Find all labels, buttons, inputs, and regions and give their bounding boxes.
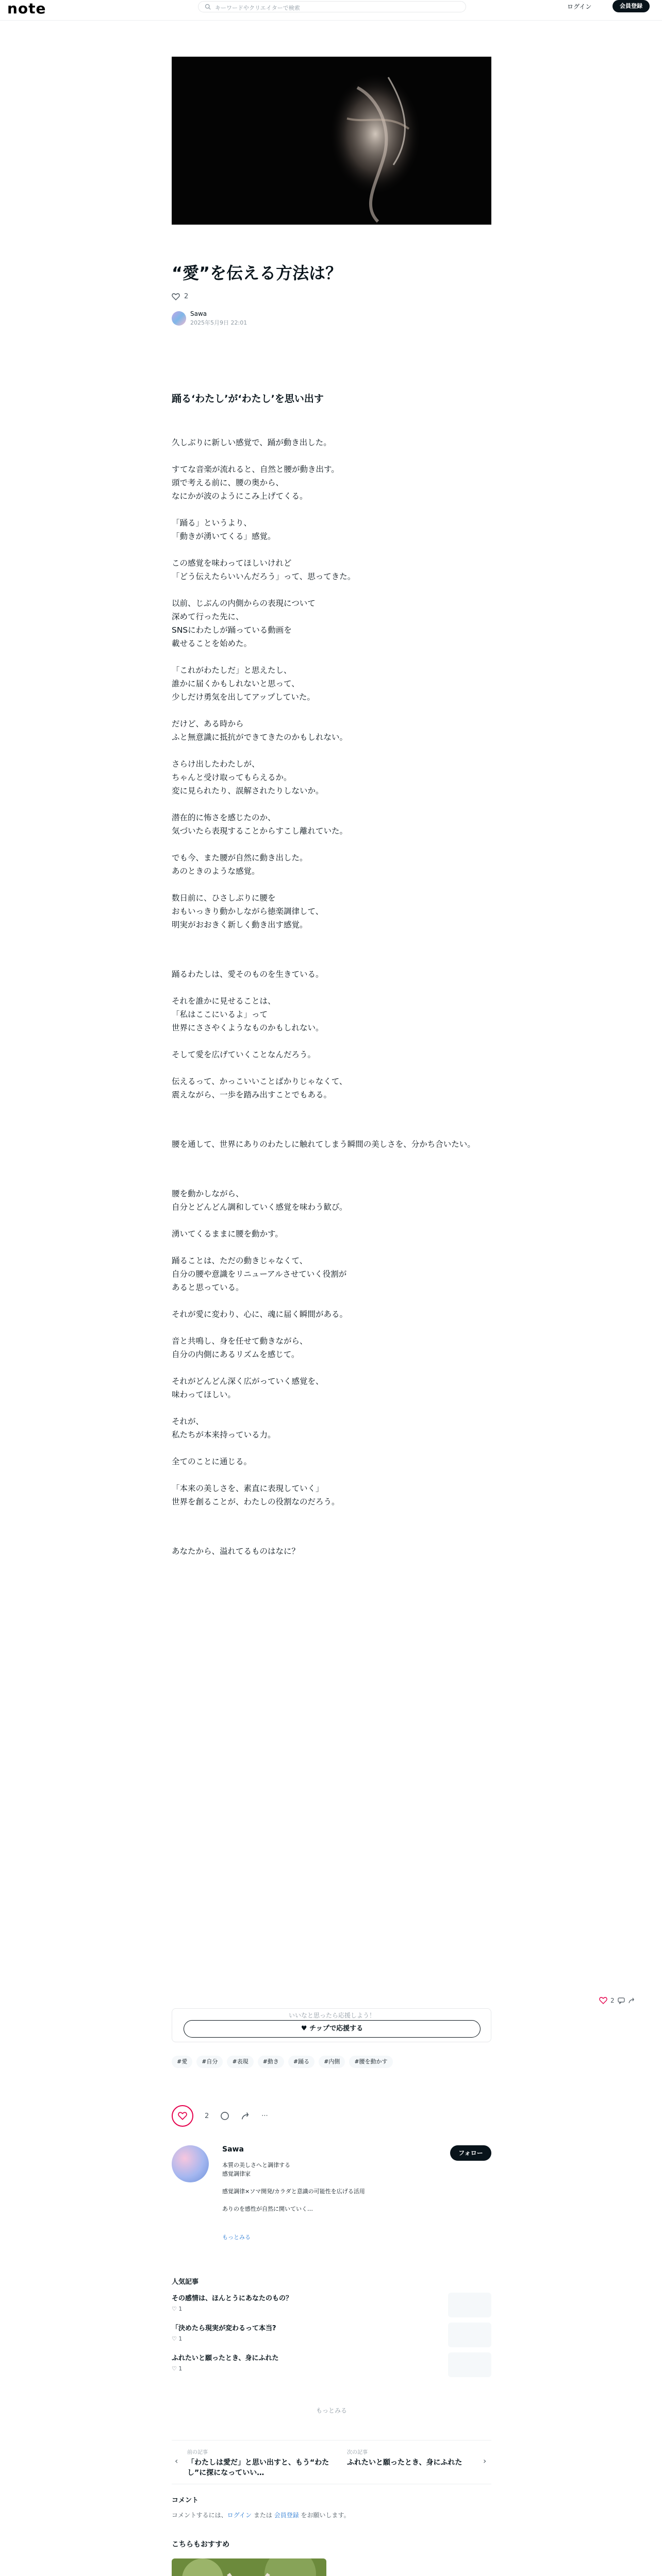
like-button[interactable]	[172, 2105, 193, 2127]
tag-chip[interactable]: #自分	[196, 2056, 223, 2068]
popular-item-title[interactable]: その感情は、ほんとうにあなたのもの？	[172, 2295, 293, 2302]
next-article-link[interactable]	[347, 2448, 491, 2468]
article-paragraph: そして愛を広げていくことなんだろう。	[172, 1050, 316, 1059]
article-paragraph: 潜在的に怖さを感じたのか、 気づいたら表現することからすこし離れていた。	[172, 813, 348, 836]
comments-login-link[interactable]: ログイン	[227, 2512, 252, 2519]
comments-text-mid: または	[252, 2512, 274, 2519]
tip-label: チップで応援する	[309, 2025, 363, 2032]
heart-icon	[172, 293, 180, 300]
popular-title: 人気記事	[172, 2278, 199, 2286]
author-byline[interactable]	[172, 310, 247, 327]
tip-icon: ♥	[301, 2025, 310, 2032]
recommend-thumbnail[interactable]	[172, 2558, 326, 2576]
like-count: 2	[205, 2112, 209, 2120]
share-icon[interactable]	[628, 1997, 635, 2004]
popular-item[interactable]	[172, 2323, 491, 2352]
popular-item-thumbnail[interactable]	[448, 2323, 491, 2347]
comments-section	[172, 2495, 491, 2519]
article-paragraph: 「本来の美しさを、素直に表現していく」 世界を創ることが、わたしの役割なのだろう。	[172, 1484, 340, 1506]
hero-image	[172, 57, 491, 225]
next-title: ふれたいと願ったとき、身にふれた	[347, 2459, 462, 2467]
search-icon	[205, 4, 211, 10]
article-like-summary[interactable]	[172, 293, 188, 300]
prev-title: 「わたしは愛だ」と思い出すと、もう“わたし”に探になっていい…	[187, 2459, 329, 2477]
note-logo[interactable]: note	[7, 0, 46, 17]
comment-icon[interactable]	[220, 2111, 229, 2121]
search-input[interactable]	[198, 1, 466, 12]
share-icon[interactable]	[241, 2111, 250, 2121]
search-placeholder: キーワードやクリエイターで検索	[215, 5, 300, 11]
chevron-left-icon[interactable]: ‹	[175, 2456, 178, 2466]
comment-icon[interactable]	[618, 1997, 625, 2004]
recommend-card[interactable]	[337, 2558, 491, 2576]
tag-list	[172, 2056, 393, 2068]
author-name[interactable]: Sawa	[190, 310, 207, 317]
support-lead: いいなと思ったら応援しよう！	[288, 2012, 375, 2019]
site-header	[0, 0, 662, 21]
heart-icon	[599, 1997, 607, 2004]
recommend-card[interactable]	[172, 2558, 326, 2576]
heart-icon	[178, 2112, 187, 2120]
recommend-title: こちらもおすすめ	[172, 2540, 230, 2549]
prev-label: 前の記事	[187, 2450, 208, 2455]
popular-item[interactable]	[172, 2293, 491, 2323]
popular-item-title[interactable]: ふれたいと願ったとき、身にふれた	[172, 2354, 279, 2362]
article-paragraph: 湧いてくるままに腰を動かす。	[172, 1229, 283, 1239]
heart-icon[interactable]: ♡	[172, 2365, 179, 2372]
article-paragraph: 「踊る」というより、 「動きが湧いてくる」感覚。	[172, 518, 276, 541]
article-paragraph: この感覚を味わってほしいけれど 「どう伝えたらいいんだろう」って、思ってきた。	[172, 558, 356, 581]
article-paragraph: 数日前に、ひさしぶりに腰を おもいっきり動かしながら徳楽調律して、 明実がおおきく新しく動き出す感覚。	[172, 893, 324, 929]
popular-item-title[interactable]: 「決めたら現実が変わるって本当?	[172, 2325, 276, 2332]
author-avatar[interactable]	[172, 311, 186, 326]
article-paragraph: 全てのことに通じる。	[172, 1457, 252, 1466]
article-paragraph: 以前、じぶんの内側からの表現について 深めて行った先に、 SNSにわたしが踊っている動画を 載せることを始めた。	[172, 599, 316, 648]
popular-list	[172, 2293, 491, 2382]
comments-title: コメント	[172, 2497, 199, 2504]
popular-like-count: 1	[178, 2365, 183, 2372]
more-menu-icon[interactable]: ···	[261, 2112, 268, 2120]
article-paragraph: 踊ることは、ただの動きじゃなくて、 自分の腰や意識をリニューアルさせていく役割が あると思っている。	[172, 1256, 347, 1292]
article-paragraph: さらけ出したわたしが、 ちゃんと受け取ってもらえるか。 変に見られたり、誤解されたりしないか。	[172, 759, 324, 795]
article-paragraph: それが愛に変わり、心に、魂に届く瞬間がある。	[172, 1310, 348, 1319]
prev-next-nav	[172, 2440, 491, 2484]
support-box	[172, 2008, 491, 2042]
popular-like-count: 1	[178, 2306, 183, 2312]
comments-text-after: をお願いします。	[299, 2512, 350, 2519]
popular-like-count: 1	[178, 2335, 183, 2342]
publish-date: 2025年5月9日 22:01	[190, 319, 247, 326]
article-actions	[172, 2105, 268, 2127]
article-paragraph: でも今、また腰が自然に動き出した。 あのときのような感覚。	[172, 853, 308, 876]
side-like-button[interactable]	[599, 1997, 635, 2004]
tag-chip[interactable]: #愛	[172, 2056, 192, 2068]
article-paragraph: 伝えるって、かっこいいことばかりじゃなくて、 震えながら、一歩を踏み出すことでもある。	[172, 1077, 347, 1099]
article-paragraph: それを誰かに見せることは、 「私はここにいるよ」って 世界にささやくようなものかもしれない。	[172, 996, 324, 1032]
tag-chip[interactable]: #内側	[319, 2056, 345, 2068]
article-paragraph: 久しぶりに新しい感覚で、踊が動き出した。	[172, 438, 332, 447]
article-paragraph: それが、 私たちが本来持っている力。	[172, 1417, 276, 1439]
creator-more-link[interactable]: もっとみる	[222, 2234, 251, 2241]
article-like-count: 2	[184, 293, 189, 300]
popular-item-likes	[172, 2365, 491, 2372]
prev-article-link[interactable]	[187, 2448, 332, 2478]
creator-avatar[interactable]	[172, 2145, 209, 2182]
article-paragraph: 腰を動かしながら、 自分とどんどん調和していく感覚を味わう歓び。	[172, 1189, 347, 1212]
article-heading: 踊る‘わたし’が‘わたし’を思い出す	[172, 393, 324, 404]
article-paragraph: 踊るわたしは、愛そのものを生きている。	[172, 970, 324, 979]
creator-name[interactable]: Sawa	[222, 2145, 244, 2154]
creator-bio: 本質の美しさへと調律する 感覚調律家 感覚調律×ソマ開発/カラダと意識の可能性を広げる活用 ありのを感性が自然に開いていく…	[222, 2162, 365, 2212]
tag-chip[interactable]: #動き	[258, 2056, 284, 2068]
article-paragraph: 「これがわたしだ」と思えたし、 誰かに届くかもしれないと思って、 少しだけ勇気を出してアップしていた。	[172, 666, 315, 702]
heart-icon[interactable]: ♡	[172, 2306, 179, 2312]
article-paragraph: 腰を通して、世界にありのわたしに触れてしまう瞬間の美しさを、分かち合いたい。	[172, 1140, 475, 1149]
article-paragraph: それがどんどん深く広がっていく感覚を、 味わってほしい。	[172, 1377, 324, 1399]
tag-chip[interactable]: #腰を動かす	[349, 2056, 392, 2068]
article-body	[172, 392, 491, 1571]
tag-chip[interactable]: #表現	[227, 2056, 253, 2068]
article-paragraph: あなたから、溢れてるものはなに？	[172, 1547, 300, 1556]
chevron-right-icon[interactable]: ›	[483, 2456, 487, 2466]
next-label: 次の記事	[347, 2450, 368, 2455]
follow-button[interactable]: フォロー	[450, 2145, 491, 2161]
comments-signup-link[interactable]: 会員登録	[274, 2512, 299, 2519]
paragraph-list	[172, 436, 491, 1558]
popular-item-thumbnail[interactable]	[448, 2293, 491, 2317]
article-title: “愛”を伝える方法は？	[172, 263, 342, 283]
comments-text-before: コメントするには、	[172, 2512, 227, 2519]
popular-item-likes	[172, 2335, 491, 2342]
signup-button[interactable]: 会員登録	[613, 0, 650, 12]
popular-item-likes	[172, 2306, 491, 2312]
article-paragraph: 音と共鳴し、身を任せて動きながら、 自分の内側にあるリズムを感じて。	[172, 1336, 308, 1359]
popular-more-link[interactable]: もっとみる	[316, 2407, 347, 2414]
tip-button[interactable]	[184, 2020, 481, 2038]
popular-item-thumbnail[interactable]	[448, 2352, 491, 2377]
article-paragraph: だけど、ある時から ふと無意識に抵抗ができてきたのかもしれない。	[172, 719, 348, 742]
side-like-count: 2	[610, 1997, 615, 2004]
heart-icon[interactable]: ♡	[172, 2335, 179, 2342]
article-paragraph: すてな音楽が流れると、自然と腰が動き出す。 頭で考える前に、腰の奥から、 なにかが波のようにこみ上げてくる。	[172, 465, 339, 501]
login-link[interactable]: ログイン	[567, 3, 592, 10]
tag-chip[interactable]: #踊る	[288, 2056, 315, 2068]
popular-item[interactable]	[172, 2352, 491, 2382]
comments-notice	[172, 2511, 491, 2519]
